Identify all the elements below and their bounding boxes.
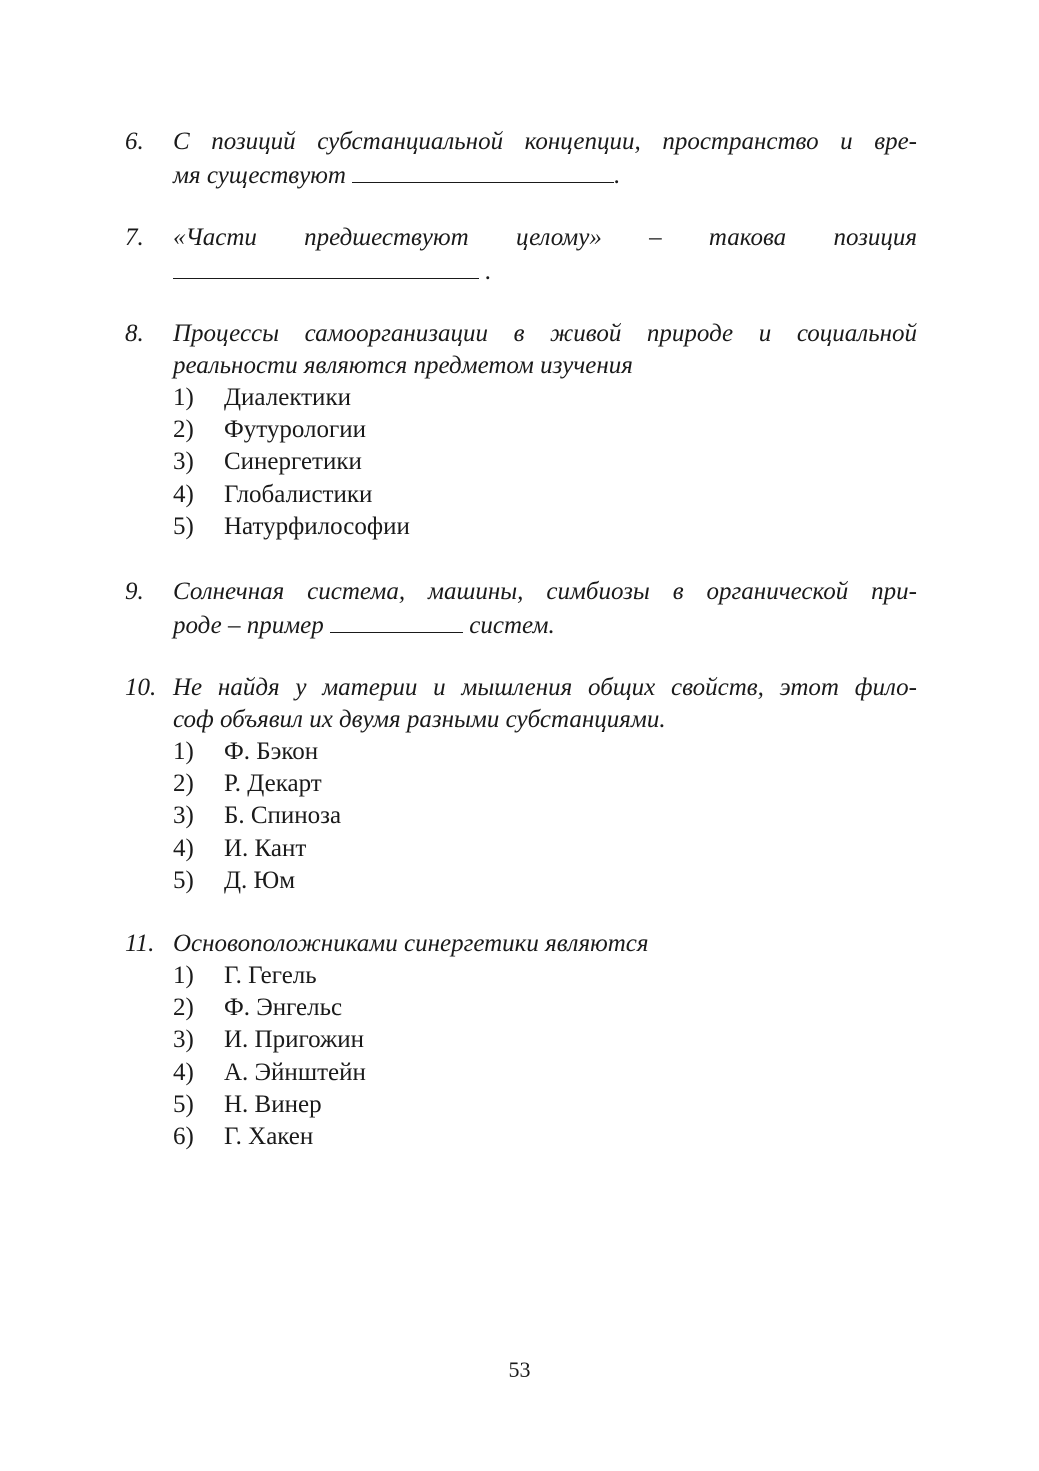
question-line: Процессы самоорганизации в живой природе и социальной <box>173 320 917 347</box>
answer-option[interactable] <box>173 1121 917 1153</box>
question-line: соф объявил их двумя разными субстанциями. <box>173 706 666 733</box>
option-number: 1) <box>173 384 194 411</box>
question-line: роде – пример <box>173 612 331 639</box>
answer-option[interactable] <box>173 960 917 992</box>
answer-blank[interactable] <box>173 254 479 279</box>
answer-option[interactable] <box>173 736 917 768</box>
answer-options <box>125 382 917 543</box>
option-text: Диалектики <box>224 384 351 411</box>
option-number: 5) <box>173 512 194 540</box>
answer-option[interactable] <box>173 382 917 414</box>
answer-option[interactable] <box>173 414 917 446</box>
question-text-continued <box>173 254 917 288</box>
question-line: реальности являются предметом изучения <box>173 352 633 379</box>
answer-option[interactable] <box>173 833 917 865</box>
question-line: «Части предшествуют целому» – такова позиция <box>173 224 917 251</box>
question-text <box>173 126 917 158</box>
option-number: 2) <box>173 994 194 1022</box>
option-text: Р. Декарт <box>224 770 322 798</box>
question-line: Не найдя у материи и мышления общих свойств, этот фило- <box>173 674 917 701</box>
question-line: С позиций субстанциальной концепции, пространство и вре- <box>173 128 917 155</box>
question-10 <box>125 672 917 897</box>
option-number: 1) <box>173 962 194 989</box>
answer-option[interactable] <box>173 1057 917 1089</box>
answer-option[interactable] <box>173 768 917 800</box>
option-number: 6) <box>173 1123 194 1151</box>
option-text: А. Эйнштейн <box>224 1058 366 1086</box>
answer-option[interactable] <box>173 511 917 543</box>
question-text-continued <box>173 350 917 382</box>
option-number: 2) <box>173 770 194 798</box>
question-7 <box>125 222 917 288</box>
page-number: 53 <box>508 1357 531 1382</box>
question-11 <box>125 928 917 1153</box>
option-text: Ф. Бэкон <box>224 738 319 765</box>
answer-option[interactable] <box>173 865 917 897</box>
question-8 <box>125 318 917 543</box>
answer-blank[interactable] <box>352 158 614 183</box>
option-number: 4) <box>173 480 194 508</box>
option-text: Футурологии <box>224 416 367 444</box>
question-text <box>173 928 917 960</box>
option-text: Синергетики <box>224 448 362 476</box>
question-number: 9. <box>125 578 144 605</box>
option-number: 3) <box>173 448 194 476</box>
question-line-end: . <box>614 162 621 189</box>
question-number: 7. <box>125 224 144 251</box>
option-text: Ф. Энгельс <box>224 994 343 1022</box>
question-line: мя существуют <box>173 162 353 189</box>
answer-option[interactable] <box>173 992 917 1024</box>
option-number: 5) <box>173 866 194 894</box>
question-number: 10. <box>125 674 157 701</box>
question-number: 8. <box>125 320 144 347</box>
option-number: 4) <box>173 834 194 862</box>
question-text-continued <box>173 158 917 192</box>
option-text: Глобалистики <box>224 480 373 508</box>
answer-option[interactable] <box>173 1024 917 1056</box>
question-text-continued <box>173 608 917 642</box>
answer-option[interactable] <box>173 1089 917 1121</box>
question-text <box>173 672 917 704</box>
option-number: 4) <box>173 1058 194 1086</box>
answer-options <box>125 736 917 897</box>
option-text: И. Пригожин <box>224 1026 365 1054</box>
question-text <box>173 222 917 254</box>
question-text <box>173 318 917 350</box>
option-number: 5) <box>173 1090 194 1118</box>
option-text: Б. Спиноза <box>224 802 342 830</box>
option-number: 2) <box>173 416 194 444</box>
question-line-end: систем. <box>463 612 555 639</box>
option-text: Н. Винер <box>224 1090 322 1118</box>
question-line-end: . <box>479 258 492 285</box>
answer-options <box>125 960 917 1153</box>
question-line: Основоположниками синергетики являются <box>173 930 649 957</box>
answer-option[interactable] <box>173 800 917 832</box>
option-number: 3) <box>173 1026 194 1054</box>
question-9 <box>125 576 917 642</box>
option-number: 1) <box>173 738 194 765</box>
question-6 <box>125 126 917 192</box>
option-text: Натурфилософии <box>224 512 410 540</box>
question-text <box>173 576 917 608</box>
option-number: 3) <box>173 802 194 830</box>
option-text: И. Кант <box>224 834 307 862</box>
answer-option[interactable] <box>173 446 917 478</box>
option-text: Д. Юм <box>224 866 296 894</box>
question-number: 11. <box>125 930 155 957</box>
question-text-continued <box>173 704 917 736</box>
answer-option[interactable] <box>173 479 917 511</box>
option-text: Г. Гегель <box>224 962 317 989</box>
question-number: 6. <box>125 128 144 155</box>
option-text: Г. Хакен <box>224 1123 314 1151</box>
question-line: Солнечная система, машины, симбиозы в органической при- <box>173 578 917 605</box>
answer-blank[interactable] <box>330 608 463 633</box>
